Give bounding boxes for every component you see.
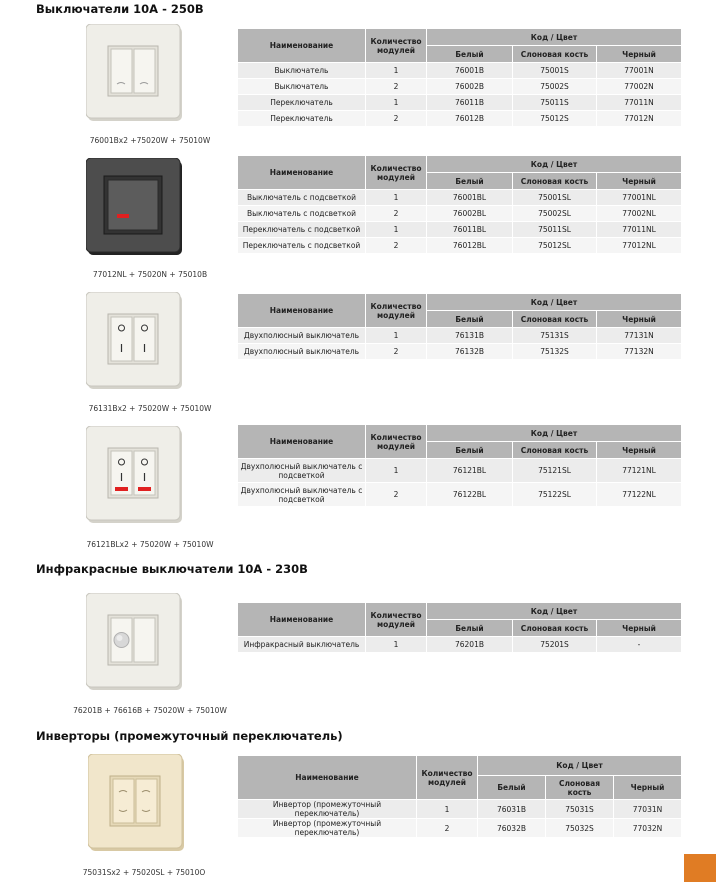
table-row (238, 459, 682, 483)
cell-name: Выключатель (238, 63, 366, 79)
cell-ivory: 75001SL (513, 190, 597, 206)
cell-white: 76012BL (427, 238, 513, 254)
header-name: Наименование (238, 156, 366, 190)
cell-black: 77011N (597, 95, 682, 111)
spec-table-lit-switch (237, 155, 682, 254)
header-qty: Количество модулей (366, 294, 427, 328)
cell-qty: 2 (366, 483, 427, 507)
header-qty: Количество модулей (366, 29, 427, 63)
cell-black: 77131N (597, 328, 682, 344)
cell-ivory: 75121SL (513, 459, 597, 483)
cell-ivory: 75012SL (513, 238, 597, 254)
section-title-infrared: Инфракрасные выключатели 10А - 230В (36, 562, 308, 576)
header-name: Наименование (238, 425, 366, 459)
cell-white: 76031B (478, 800, 546, 819)
header-white: Белый (427, 620, 513, 637)
cell-ivory: 75201S (513, 637, 597, 653)
cell-black: 77011NL (597, 222, 682, 238)
header-qty: Количество модулей (366, 156, 427, 190)
switch-double-white-image (86, 24, 184, 122)
cell-name: Инвертор (промежуточный переключатель) (238, 800, 417, 819)
cell-qty: 1 (366, 222, 427, 238)
table-row (238, 819, 682, 838)
header-black: Черный (597, 620, 682, 637)
cell-black: 77031N (614, 800, 682, 819)
header-white: Белый (427, 311, 513, 328)
header-name: Наименование (238, 29, 366, 63)
cell-qty: 2 (417, 819, 478, 838)
product-caption: 76121BLx2 + 75020W + 75010W (86, 540, 214, 549)
header-ivory: Слоновая кость (513, 442, 597, 459)
header-name: Наименование (238, 603, 366, 637)
header-black: Черный (597, 311, 682, 328)
cell-name: Инвертор (промежуточный переключатель) (238, 819, 417, 838)
cell-name: Двухполюсный выключатель с подсветкой (238, 483, 366, 507)
cell-qty: 2 (366, 238, 427, 254)
product-caption: 75031Sx2 + 75020SL + 75010O (82, 868, 206, 877)
cell-name: Переключатель с подсветкой (238, 238, 366, 254)
cell-qty: 1 (366, 459, 427, 483)
cell-ivory: 75011SL (513, 222, 597, 238)
header-code-color: Код / Цвет (478, 756, 682, 776)
header-code-color: Код / Цвет (427, 603, 682, 620)
cell-name: Переключатель с подсветкой (238, 222, 366, 238)
section-title-switches: Выключатели 10А - 250В (36, 2, 204, 16)
cell-ivory: 75011S (513, 95, 597, 111)
cell-white: 76001BL (427, 190, 513, 206)
table-row (238, 328, 682, 344)
cell-name: Двухполюсный выключатель с подсветкой (238, 459, 366, 483)
product-caption: 76001Bx2 +75020W + 75010W (89, 136, 211, 145)
cell-name: Переключатель (238, 95, 366, 111)
table-row (238, 344, 682, 360)
cell-name: Двухполюсный выключатель (238, 344, 366, 360)
cell-ivory: 75012S (513, 111, 597, 127)
cell-black: 77121NL (597, 459, 682, 483)
header-white: Белый (427, 46, 513, 63)
cell-white: 76001B (427, 63, 513, 79)
table-row (238, 222, 682, 238)
cell-black: 77122NL (597, 483, 682, 507)
switch-inverter-ivory-image (88, 754, 186, 852)
table-row (238, 95, 682, 111)
cell-black: 77012N (597, 111, 682, 127)
cell-ivory: 75002S (513, 79, 597, 95)
spec-table-switch (237, 28, 682, 127)
product-caption: 76131Bx2 + 75020W + 75010W (88, 404, 212, 413)
header-white: Белый (427, 173, 513, 190)
header-black: Черный (597, 173, 682, 190)
cell-white: 76132B (427, 344, 513, 360)
cell-white: 76011B (427, 95, 513, 111)
cell-black: 77002N (597, 79, 682, 95)
header-ivory: Слоновая кость (513, 173, 597, 190)
header-qty: Количество модулей (366, 603, 427, 637)
cell-ivory: 75002SL (513, 206, 597, 222)
page-corner-tab (684, 854, 716, 882)
section-title-inverters: Инверторы (промежуточный переключатель) (36, 729, 343, 743)
cell-ivory: 75001S (513, 63, 597, 79)
header-code-color: Код / Цвет (427, 156, 682, 173)
cell-ivory: 75031S (546, 800, 614, 819)
cell-qty: 1 (366, 328, 427, 344)
table-row (238, 206, 682, 222)
cell-qty: 2 (366, 111, 427, 127)
table-row (238, 637, 682, 653)
header-code-color: Код / Цвет (427, 294, 682, 311)
cell-white: 76002B (427, 79, 513, 95)
header-black: Черный (614, 776, 682, 800)
cell-black: 77001NL (597, 190, 682, 206)
product-caption: 77012NL + 75020N + 75010B (92, 270, 208, 279)
table-row (238, 483, 682, 507)
header-name: Наименование (238, 756, 417, 800)
table-row (238, 111, 682, 127)
spec-table-double-pole-lit (237, 424, 682, 507)
cell-white: 76122BL (427, 483, 513, 507)
cell-qty: 2 (366, 206, 427, 222)
cell-qty: 1 (417, 800, 478, 819)
switch-black-lit-image (86, 158, 184, 256)
switch-double-pole-image (86, 292, 184, 390)
header-code-color: Код / Цвет (427, 425, 682, 442)
cell-qty: 1 (366, 637, 427, 653)
header-white: Белый (427, 442, 513, 459)
header-black: Черный (597, 442, 682, 459)
cell-qty: 1 (366, 190, 427, 206)
cell-name: Переключатель (238, 111, 366, 127)
table-row (238, 800, 682, 819)
table-row (238, 238, 682, 254)
cell-name: Выключатель с подсветкой (238, 190, 366, 206)
header-qty: Количество модулей (366, 425, 427, 459)
cell-black: - (597, 637, 682, 653)
cell-black: 77002NL (597, 206, 682, 222)
cell-black: 77032N (614, 819, 682, 838)
header-code-color: Код / Цвет (427, 29, 682, 46)
cell-white: 76201B (427, 637, 513, 653)
product-caption: 76201B + 76616B + 75020W + 75010W (73, 706, 227, 715)
cell-black: 77012NL (597, 238, 682, 254)
header-ivory: Слоновая кость (513, 311, 597, 328)
cell-ivory: 75122SL (513, 483, 597, 507)
cell-name: Выключатель (238, 79, 366, 95)
cell-ivory: 75032S (546, 819, 614, 838)
switch-double-pole-lit-image (86, 426, 184, 524)
header-ivory: Слоновая кость (513, 46, 597, 63)
header-white: Белый (478, 776, 546, 800)
cell-black: 77001N (597, 63, 682, 79)
cell-ivory: 75131S (513, 328, 597, 344)
header-ivory: Слоновая кость (546, 776, 614, 800)
cell-white: 76012B (427, 111, 513, 127)
cell-white: 76131B (427, 328, 513, 344)
header-name: Наименование (238, 294, 366, 328)
cell-name: Двухполюсный выключатель (238, 328, 366, 344)
header-qty: Количество модулей (417, 756, 478, 800)
header-ivory: Слоновая кость (513, 620, 597, 637)
spec-table-inverter (237, 755, 682, 838)
cell-white: 76002BL (427, 206, 513, 222)
cell-qty: 2 (366, 79, 427, 95)
cell-white: 76121BL (427, 459, 513, 483)
cell-qty: 1 (366, 95, 427, 111)
cell-name: Выключатель с подсветкой (238, 206, 366, 222)
cell-white: 76011BL (427, 222, 513, 238)
cell-ivory: 75132S (513, 344, 597, 360)
table-row (238, 63, 682, 79)
table-row (238, 79, 682, 95)
switch-infrared-image (86, 593, 184, 691)
spec-table-infrared (237, 602, 682, 653)
table-row (238, 190, 682, 206)
cell-black: 77132N (597, 344, 682, 360)
cell-qty: 1 (366, 63, 427, 79)
header-black: Черный (597, 46, 682, 63)
cell-name: Инфракрасный выключатель (238, 637, 366, 653)
cell-white: 76032B (478, 819, 546, 838)
spec-table-double-pole (237, 293, 682, 360)
cell-qty: 2 (366, 344, 427, 360)
